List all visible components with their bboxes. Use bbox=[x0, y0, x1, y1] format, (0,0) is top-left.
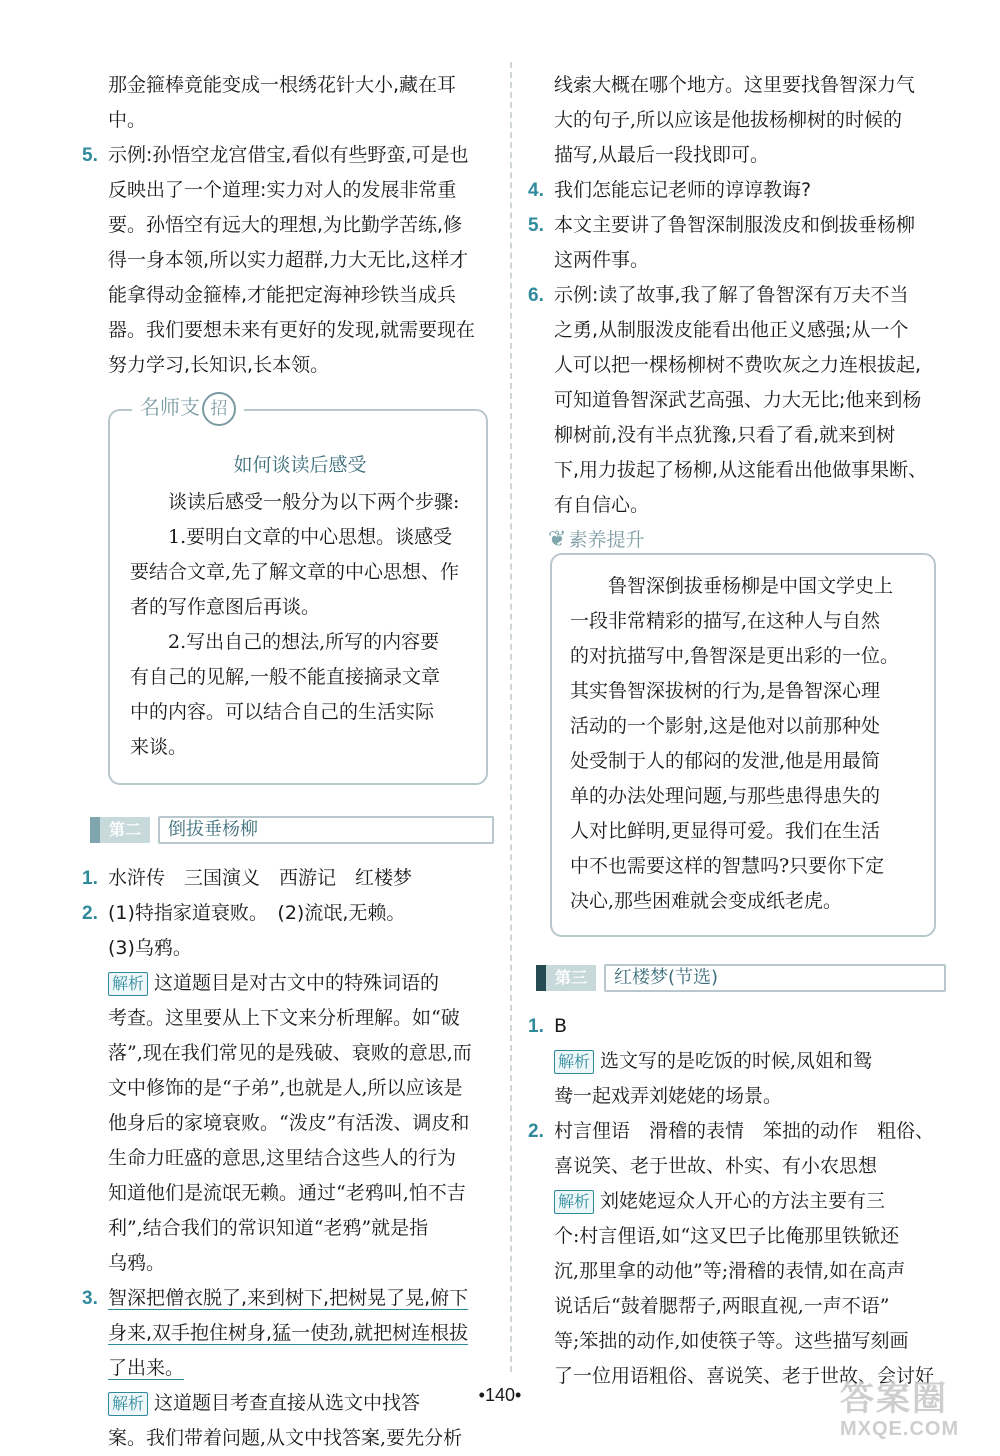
boost-line: 鲁智深倒拔垂杨柳是中国文学史上 bbox=[608, 575, 894, 597]
analysis-line: 利”,结合我们的常识知道“老鸦”就是指 bbox=[108, 1217, 429, 1239]
answer-line: (3)乌鸦。 bbox=[108, 937, 192, 959]
s2-answer-2 bbox=[82, 896, 494, 1281]
continued-text: 那金箍棒竟能变成一根绣花针大小,藏在耳中。 bbox=[108, 74, 457, 131]
answer-5 bbox=[82, 138, 494, 383]
question-number: 1. bbox=[528, 1016, 544, 1037]
answer-line: 本文主要讲了鲁智深制服泼皮和倒拔垂杨柳 bbox=[554, 214, 916, 236]
watermark-bottom: MXQE.COM bbox=[840, 1418, 960, 1440]
boost-line: 单的办法处理问题,与那些患得患失的 bbox=[570, 785, 881, 807]
tip-line: 2.写出自己的想法,所写的内容要 bbox=[168, 631, 440, 653]
analysis-line: 说话后“鼓着腮帮子,两眼直视,一声不语” bbox=[554, 1295, 890, 1317]
question-number: 4. bbox=[528, 180, 544, 201]
answer-line: 这两件事。 bbox=[554, 249, 650, 271]
tip-header-label: 名师支 bbox=[140, 395, 200, 419]
analysis-line: 乌鸦。 bbox=[108, 1252, 166, 1274]
s3-answer-1 bbox=[528, 1009, 946, 1114]
s2-answer-3 bbox=[82, 1281, 494, 1456]
s3-answer-2 bbox=[528, 1114, 946, 1394]
page-number: •140• bbox=[478, 1385, 522, 1405]
boost-line: 人对比鲜明,更显得可爱。我们在生活 bbox=[570, 820, 881, 842]
question-number: 6. bbox=[528, 285, 544, 306]
tip-title: 如何谈读后感受 bbox=[233, 454, 367, 476]
tip-header bbox=[132, 391, 244, 426]
analysis-line: 描写,从最后一段找即可。 bbox=[554, 144, 770, 166]
boost-line: 活动的一个影射,这是他对以前那种处 bbox=[570, 715, 881, 737]
section-badge: 第三 bbox=[536, 965, 596, 991]
analysis-line: 等;笨拙的动作,如使筷子等。这些描写刻画 bbox=[554, 1330, 909, 1352]
section-title: 红楼梦(节选) bbox=[604, 964, 946, 992]
analysis-tag: 解析 bbox=[108, 972, 148, 996]
answer-line: 示例:读了故事,我了解了鲁智深有万夫不当 bbox=[554, 284, 909, 306]
s2-answer-1 bbox=[82, 861, 494, 896]
left-column bbox=[82, 68, 494, 1456]
leaf-icon: ❦ bbox=[548, 527, 567, 552]
question-number: 2. bbox=[528, 1121, 544, 1142]
continued-analysis bbox=[528, 68, 946, 173]
answer-line: 得一身本领,所以实力超群,力大无比,这样才 bbox=[108, 249, 469, 271]
watermark-logo bbox=[840, 1380, 990, 1450]
answer-line: 可知道鲁智深武艺高强、力大无比;他来到杨 bbox=[554, 389, 922, 411]
analysis-tag: 解析 bbox=[108, 1392, 148, 1416]
literacy-boost-box bbox=[548, 527, 936, 937]
analysis-block bbox=[554, 1184, 946, 1394]
answer-line: B bbox=[554, 1015, 568, 1037]
answer-line: 柳树前,没有半点犹豫,只看了看,就来到树 bbox=[554, 424, 896, 446]
section-header-3 bbox=[536, 963, 946, 993]
answer-6 bbox=[528, 278, 946, 523]
answer-line: 身来,双手抱住树身,猛一使劲,就把树连根拔 bbox=[108, 1322, 469, 1344]
answer-line: 村言俚语 滑稽的表情 笨拙的动作 粗俗、 bbox=[554, 1120, 935, 1142]
question-number: 1. bbox=[82, 868, 98, 889]
tip-line: 1.要明白文章的中心思想。谈感受 bbox=[168, 526, 453, 548]
analysis-line: 个:村言俚语,如“这叉巴子比俺那里铁锨还 bbox=[554, 1225, 900, 1247]
analysis-line: 文中修饰的是“子弟”,也就是人,所以应该是 bbox=[108, 1077, 463, 1099]
section-title: 倒拔垂杨柳 bbox=[158, 816, 494, 844]
right-column bbox=[528, 68, 946, 1394]
tip-line: 有自己的见解,一般不能直接摘录文章 bbox=[130, 666, 441, 688]
analysis-line: 选文写的是吃饭的时候,凤姐和鸳 bbox=[600, 1050, 873, 1072]
answer-line: 器。我们要想未来有更好的发现,就需要现在 bbox=[108, 319, 476, 341]
answer-4 bbox=[528, 173, 946, 208]
question-number: 5. bbox=[82, 145, 98, 166]
section-badge: 第二 bbox=[90, 817, 150, 843]
section-header-2 bbox=[90, 815, 494, 845]
answer-line: 下,用力拔起了杨柳,从这能看出他做事果断、 bbox=[554, 459, 928, 481]
tip-line: 来谈。 bbox=[130, 736, 188, 758]
boost-line: 的对抗描写中,鲁智深是更出彩的一位。 bbox=[570, 645, 900, 667]
analysis-line: 沉,那里拿的动他”等;滑稽的表情,如在高声 bbox=[554, 1260, 906, 1282]
analysis-line: 刘姥姥逗众人开心的方法主要有三 bbox=[600, 1190, 886, 1212]
analysis-line: 这道题目考查直接从选文中找答 bbox=[154, 1392, 421, 1414]
teacher-tip-box bbox=[108, 395, 488, 785]
answer-line: 示例:孙悟空龙宫借宝,看似有些野蛮,可是也 bbox=[108, 144, 469, 166]
analysis-line: 知道他们是流氓无赖。通过“老鸦叫,怕不吉 bbox=[108, 1182, 466, 1204]
analysis-tag: 解析 bbox=[554, 1190, 594, 1214]
analysis-line: 线索大概在哪个地方。这里要找鲁智深力气 bbox=[554, 74, 916, 96]
analysis-line: 案。我们带着问题,从文中找答案,要先分析 bbox=[108, 1427, 463, 1449]
answer-line: 了出来。 bbox=[108, 1357, 185, 1379]
analysis-line: 鸯一起戏弄刘姥姥的场景。 bbox=[554, 1085, 783, 1107]
analysis-line: 考查。这里要从上下文来分析理解。如“破 bbox=[108, 1007, 460, 1029]
analysis-line: 落”,现在我们常见的是残破、衰败的意思,而 bbox=[108, 1042, 472, 1064]
boost-line: 其实鲁智深拔树的行为,是鲁智深心理 bbox=[570, 680, 881, 702]
boost-line: 决心,那些困难就会变成纸老虎。 bbox=[570, 890, 843, 912]
answer-line: 水浒传 三国演义 西游记 红楼梦 bbox=[108, 867, 413, 889]
answer-line: (1)特指家道衰败。 (2)流氓,无赖。 bbox=[108, 902, 406, 924]
question-number: 3. bbox=[82, 1288, 98, 1309]
answer-line: 智深把僧衣脱了,来到树下,把树晃了晃,俯下 bbox=[108, 1287, 469, 1309]
literacy-boost-label: 素养提升 bbox=[568, 529, 645, 551]
tip-line: 者的写作意图后再谈。 bbox=[130, 596, 321, 618]
question-number: 2. bbox=[82, 903, 98, 924]
tip-line: 中的内容。可以结合自己的生活实际 bbox=[130, 701, 435, 723]
answer-line: 我们怎能忘记老师的谆谆教诲? bbox=[554, 179, 812, 201]
answer-line: 喜说笑、老于世故、朴实、有小农思想 bbox=[554, 1155, 878, 1177]
analysis-block bbox=[108, 966, 494, 1281]
analysis-line: 了一位用语粗俗、喜说笑、老于世故、会讨好 bbox=[554, 1365, 935, 1387]
tip-circle-badge: 招 bbox=[202, 392, 236, 426]
tip-line: 谈读后感受一般分为以下两个步骤: bbox=[168, 491, 460, 513]
analysis-line: 生命力旺盛的意思,这里结合这些人的行为 bbox=[108, 1147, 457, 1169]
answer-line: 有自信心。 bbox=[554, 494, 650, 516]
answer-5-right bbox=[528, 208, 946, 278]
boost-line: 中不也需要这样的智慧吗?只要你下定 bbox=[570, 855, 885, 877]
answer-line: 反映出了一个道理:实力对人的发展非常重 bbox=[108, 179, 457, 201]
analysis-line: 这道题目是对古文中的特殊词语的 bbox=[154, 972, 440, 994]
answer-line: 努力学习,长知识,长本领。 bbox=[108, 354, 330, 376]
answer-line: 人可以把一棵杨柳树不费吹灰之力连根拔起, bbox=[554, 354, 922, 376]
boost-line: 一段非常精彩的描写,在这种人与自然 bbox=[570, 610, 881, 632]
analysis-block bbox=[554, 1044, 946, 1114]
column-divider bbox=[510, 62, 512, 1372]
answer-line: 之勇,从制服泼皮能看出他正义感强;从一个 bbox=[554, 319, 909, 341]
answer-line: 能拿得动金箍棒,才能把定海神珍铁当成兵 bbox=[108, 284, 457, 306]
analysis-tag: 解析 bbox=[554, 1050, 594, 1074]
answer-line: 要。孙悟空有远大的理想,为比勤学苦练,修 bbox=[108, 214, 463, 236]
watermark-top: 答案圈 bbox=[840, 1380, 948, 1418]
tip-line: 要结合文章,先了解文章的中心思想、作 bbox=[130, 561, 460, 583]
question-number: 5. bbox=[528, 215, 544, 236]
literacy-boost-header bbox=[548, 525, 650, 552]
boost-line: 处受制于人的郁闷的发泄,他是用最简 bbox=[570, 750, 881, 772]
analysis-line: 他身后的家境衰败。“泼皮”有活泼、调皮和 bbox=[108, 1112, 470, 1134]
analysis-line: 大的句子,所以应该是他拔杨柳树的时候的 bbox=[554, 109, 903, 131]
